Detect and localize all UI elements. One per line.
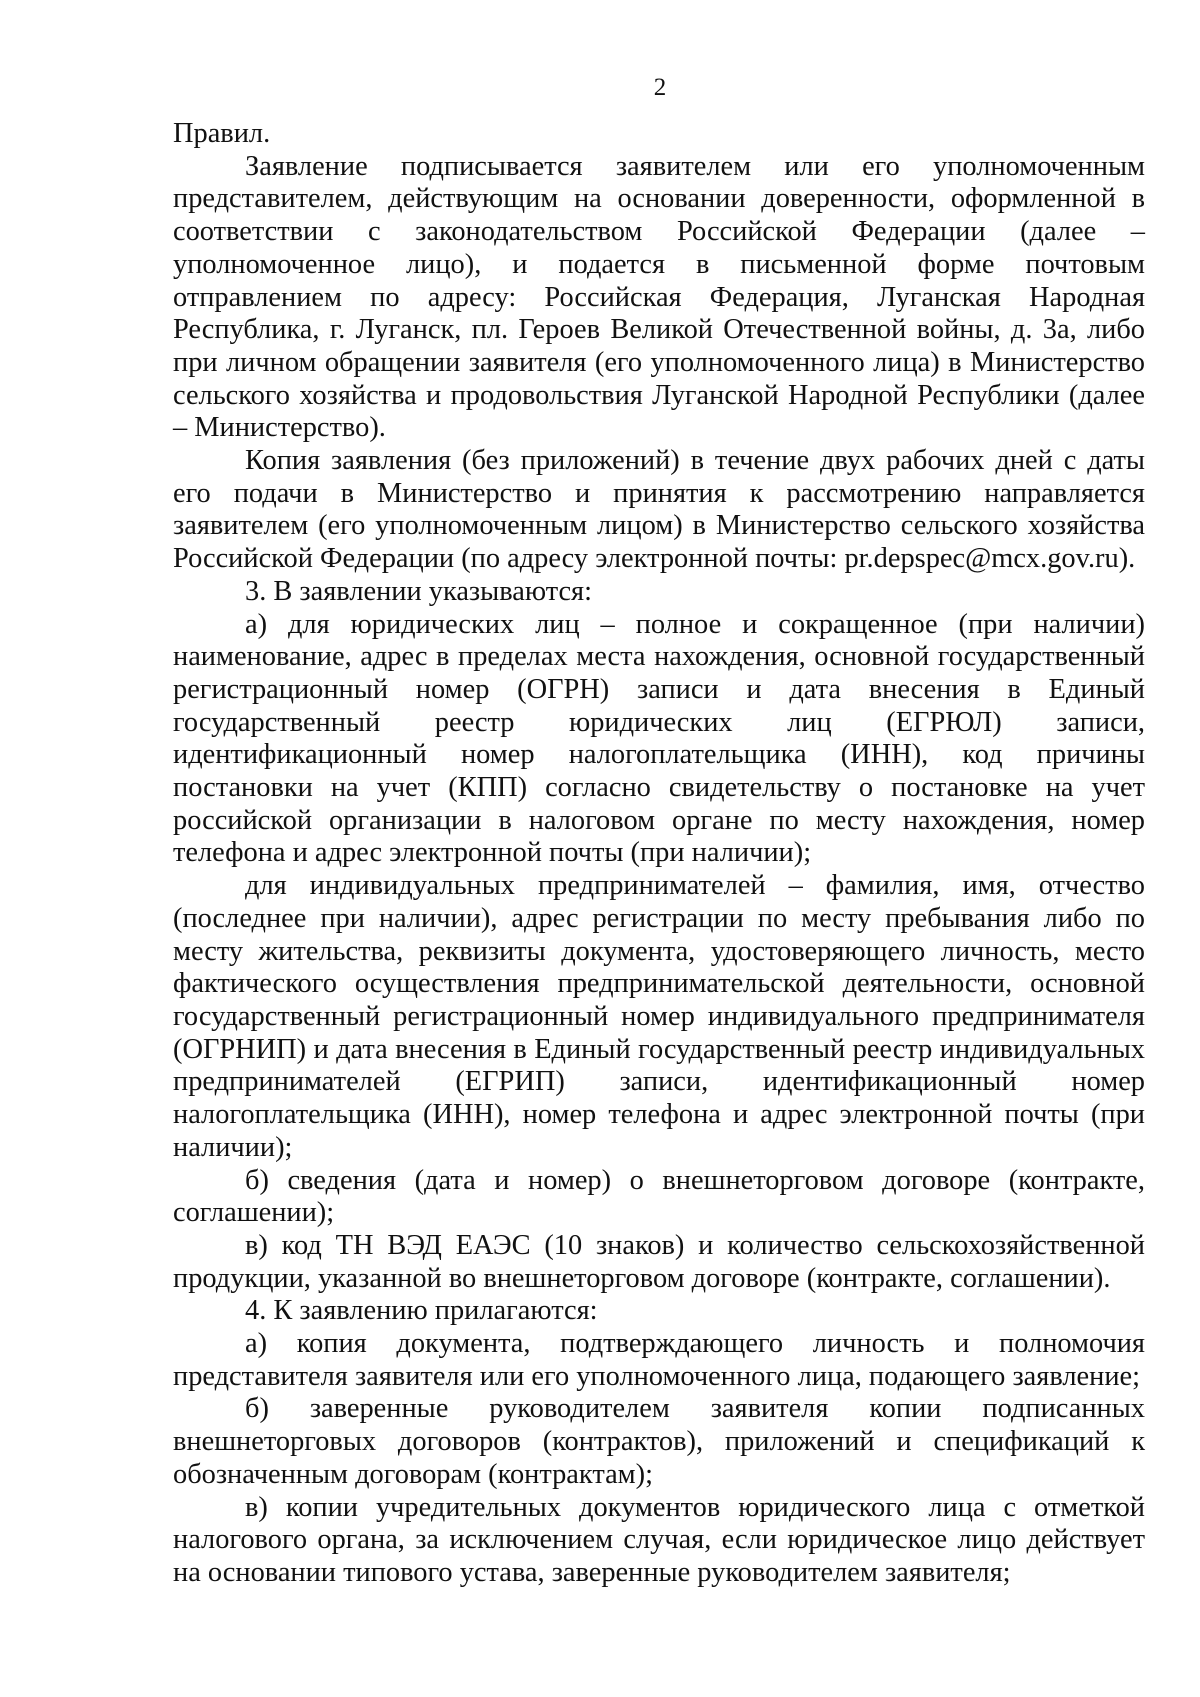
list-item: в) копии учредительных документов юридического лица с отметкой налогового органа, за исключением случая, если юридическое лицо действует на основании типового устава, заверенные руководителем заявителя; [173,1491,1145,1588]
paragraph: Копия заявления (без приложений) в течение двух рабочих дней с даты его подачи в Министерство и принятия к рассмотрению направляется заявителем (его уполномоченным лицом) в Министерство сельского хозяйства Российской Федерации (по адресу электронной почты: pr.depspec@mcx.gov.ru). [173,445,1145,575]
list-item: а) копия документа, подтверждающего личность и полномочия представителя заявителя или его уполномоченного лица, подающего заявление; [173,1328,1145,1392]
section-heading: 3. В заявлении указываются: [245,575,592,607]
document-body [173,118,1145,1590]
list-item: б) заверенные руководителем заявителя копии подписанных внешнеторговых договоров (контрактов), приложений и спецификаций к обозначенным договорам (контрактам); [173,1393,1145,1490]
paragraph: для индивидуальных предпринимателей – фамилия, имя, отчество (последнее при наличии), адрес регистрации по месту пребывания либо по месту жительства, реквизиты документа, удостоверяющего личность, место фактического осуществления предпринимательской деятельности, основной государственный регистрационный номер индивидуального предпринимателя (ОГРНИП) и дата внесения в Единый государственный реестр индивидуальных предпринимателей (ЕГРИП) записи, идентификационный номер налогоплательщика (ИНН), номер телефона и адрес электронной почты (при наличии); [173,870,1145,1163]
paragraph: Правил. [173,118,271,149]
list-item: а) для юридических лиц – полное и сокращенное (при наличии) наименование, адрес в пределах места нахождения, основной государственный регистрационный номер (ОГРН) записи и дата внесения в Единый государственный реестр юридических лиц (ЕГРЮЛ) записи, идентификационный номер налогоплательщика (ИНН), код причины постановки на учет (КПП) согласно свидетельству о постановке на учет российской организации в налоговом органе по месту нахождения, номер телефона и адрес электронной почты (при наличии); [173,608,1145,869]
list-item: б) сведения (дата и номер) о внешнеторговом договоре (контракте, соглашении); [173,1164,1145,1229]
section-heading: 4. К заявлению прилагаются: [245,1295,598,1327]
list-item: в) код ТН ВЭД ЕАЭС (10 знаков) и количество сельскохозяйственной продукции, указанной во внешнеторговом договоре (контракте, соглашении). [173,1229,1145,1294]
page-number: 2 [653,74,667,101]
paragraph: Заявление подписывается заявителем или его уполномоченным представителем, действующим на основании доверенности, оформленной в соответствии с законодательством Российской Федерации (далее – уполномоченное лицо), и подается в письменной форме почтовым отправлением по адресу: Российская Федерация, Луганская Народная Республика, г. Луганск, пл. Героев Великой Отечественной войны, д. 3а, либо при личном обращении заявителя (его уполномоченного лица) в Министерство сельского хозяйства и продовольствия Луганской Народной Республики (далее – Министерство). [173,150,1145,444]
